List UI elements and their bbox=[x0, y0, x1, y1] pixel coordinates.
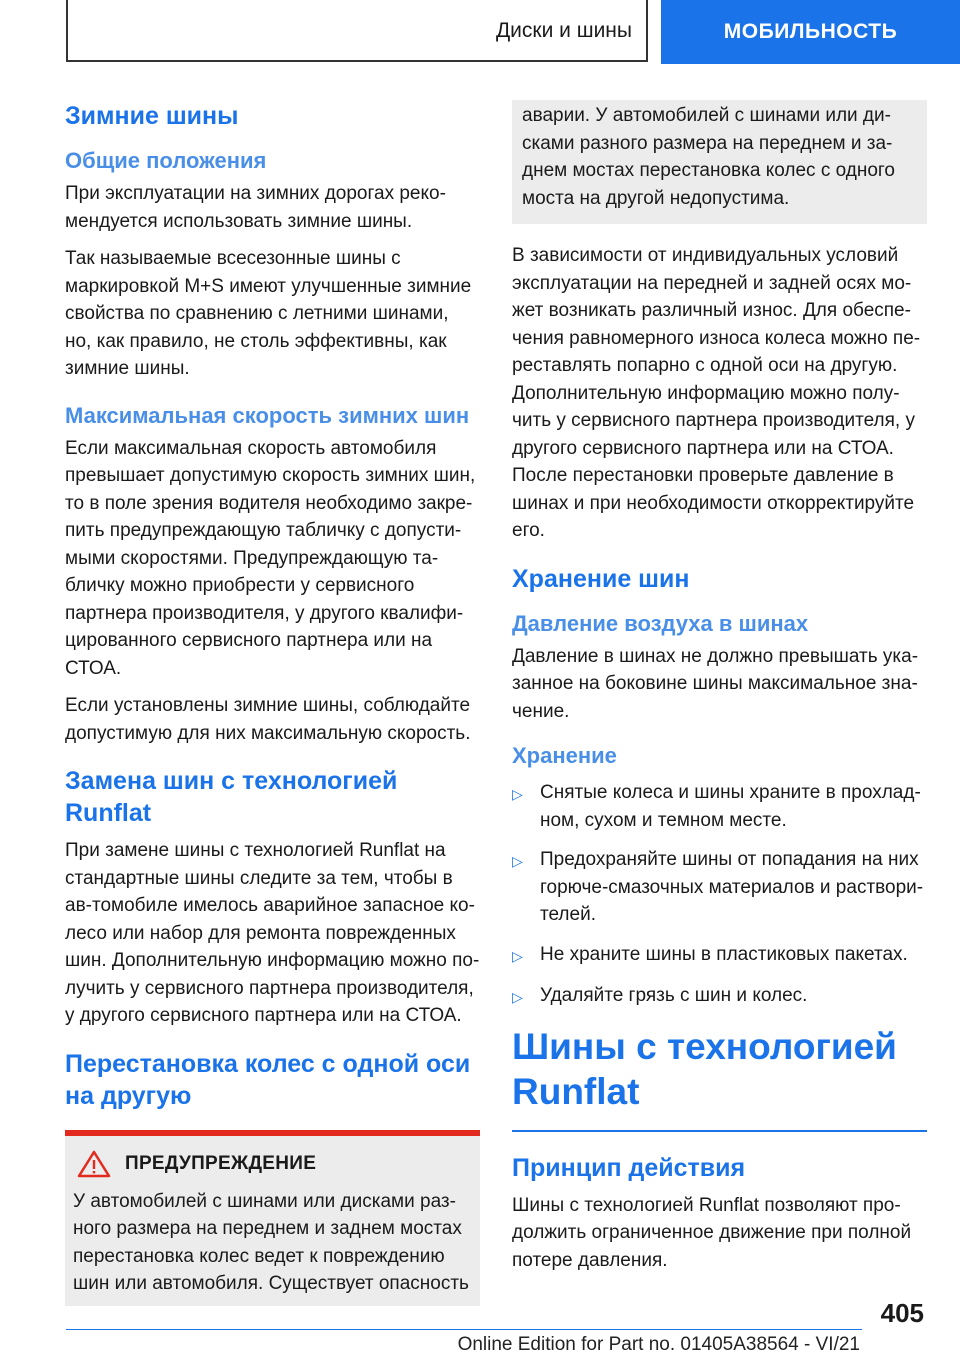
principle-paragraph: Шины с технологией Runflat позволяют про-должить ограниченное движение при полной потере давления. bbox=[512, 1194, 912, 1271]
storage-bullet-list bbox=[512, 779, 927, 1012]
right-column bbox=[512, 100, 927, 1284]
tire-pressure-paragraph: Давление в шинах не должно превышать ука-занное на боковине шины максимальное зна-чение. bbox=[512, 645, 919, 722]
runflat-tires-heading: Шины с технологией Runflat bbox=[512, 1025, 897, 1112]
warning-triangle-icon bbox=[77, 1150, 111, 1178]
rotation-paragraph: В зависимости от индивидуальных условий эксплуатации на передней и задней осях мо-жет возникать различный износ. Для обеспе-чения равномерного износа колеса можно пе-реставлять попарно с одной оси на другую. Дополнительную информацию можно полу-чить у сервисного партнера производителя, у другого сервисного партнера или на СТОА. После перестановки проверьте давление в шинах и при необходимости откорректируйте его. bbox=[512, 245, 921, 541]
warning-continuation-box bbox=[512, 100, 927, 224]
list-item: ▷ Не храните шины в пластиковых пакетах. bbox=[512, 941, 927, 971]
footer-divider bbox=[66, 1329, 862, 1330]
runflat-replacement-paragraph: При замене шины с технологией Runflat на стандартные шины следите за тем, чтобы в ав-томобиле имелось аварийное запасное ко-лесо или набор для ремонта поврежденных шин. Дополнительную информацию можно по-лучить у сервисного партнера производителя, у другого сервисного партнера или на СТОА. bbox=[65, 840, 480, 1026]
triangle-bullet-icon: ▷ bbox=[512, 989, 523, 1005]
warning-box bbox=[65, 1130, 480, 1306]
triangle-bullet-icon: ▷ bbox=[512, 853, 523, 869]
storing-heading: Хранение bbox=[512, 743, 617, 768]
header-section-title: Диски и шины bbox=[495, 19, 632, 42]
page-number: 405 bbox=[880, 1298, 924, 1328]
section-divider bbox=[512, 1130, 927, 1132]
max-speed-heading: Максимальная скорость зимних шин bbox=[65, 402, 470, 428]
list-item: ▷ Снятые колеса и шины храните в прохлад-ном, сухом и темном месте. bbox=[512, 779, 927, 834]
triangle-bullet-icon: ▷ bbox=[512, 786, 523, 802]
tire-pressure-heading: Давление воздуха в шинах bbox=[512, 610, 809, 636]
warning-label: ПРЕДУПРЕЖДЕНИЕ bbox=[125, 1152, 317, 1174]
left-column bbox=[65, 100, 480, 1306]
warning-header bbox=[73, 1150, 472, 1178]
general-provisions-heading: Общие положения bbox=[65, 148, 267, 173]
list-item: ▷ Удаляйте грязь с шин и колес. bbox=[512, 982, 927, 1012]
general-paragraph-1: При эксплуатации на зимних дорогах реко-мендуется использовать зимние шины. bbox=[65, 183, 446, 232]
max-speed-paragraph-1: Если максимальная скорость автомобиля превышает допустимую скорость зимних шин, то в поле зрения водителя необходимо закре-пить предупреждающую табличку с допусти-мыми скоростями. Предупреждающую та-бличку можно приобрести у сервисного партнера производителя, у другого квалифи-цированного сервисного партнера или на СТОА. bbox=[65, 437, 476, 679]
principle-heading: Принцип действия bbox=[512, 1153, 746, 1182]
wheel-rotation-heading: Перестановка колес с одной оси на другую bbox=[65, 1049, 471, 1110]
tire-storage-heading: Хранение шин bbox=[512, 564, 690, 593]
winter-tires-heading: Зимние шины bbox=[65, 102, 239, 130]
max-speed-paragraph-2: Если установлены зимние шины, соблюдайте допустимую для них максимальную скорость. bbox=[65, 695, 471, 744]
general-paragraph-2: Так называемые всесезонные шины с маркировкой M+S имеют улучшенные зимние свойства по сравнению с летними шинами, но, как правило, не столь эффективны, как зимние шины. bbox=[65, 248, 472, 379]
triangle-bullet-icon: ▷ bbox=[512, 947, 523, 964]
list-item: ▷ Предохраняйте шины от попадания на них горюче-смазочных материалов и раствори-телей. bbox=[512, 846, 927, 929]
header-chapter-tab[interactable]: МОБИЛЬНОСТЬ bbox=[661, 0, 960, 64]
footer-edition-text: Online Edition for Part no. 01405A38564 - VI/21 bbox=[457, 1334, 860, 1355]
warning-continuation-text: аварии. У автомобилей с шинами или ди-сками разного размера на переднем и за-днем мостах перестановка колес с одного моста на другой недопустима. bbox=[522, 105, 895, 209]
runflat-replacement-heading: Замена шин с технологией Runflat bbox=[65, 767, 398, 827]
warning-text: У автомобилей с шинами или дисками раз-ного размера на переднем и заднем мостах перестановка колес ведет к повреждению шин или автомобиля. Существует опасность bbox=[73, 1190, 469, 1294]
